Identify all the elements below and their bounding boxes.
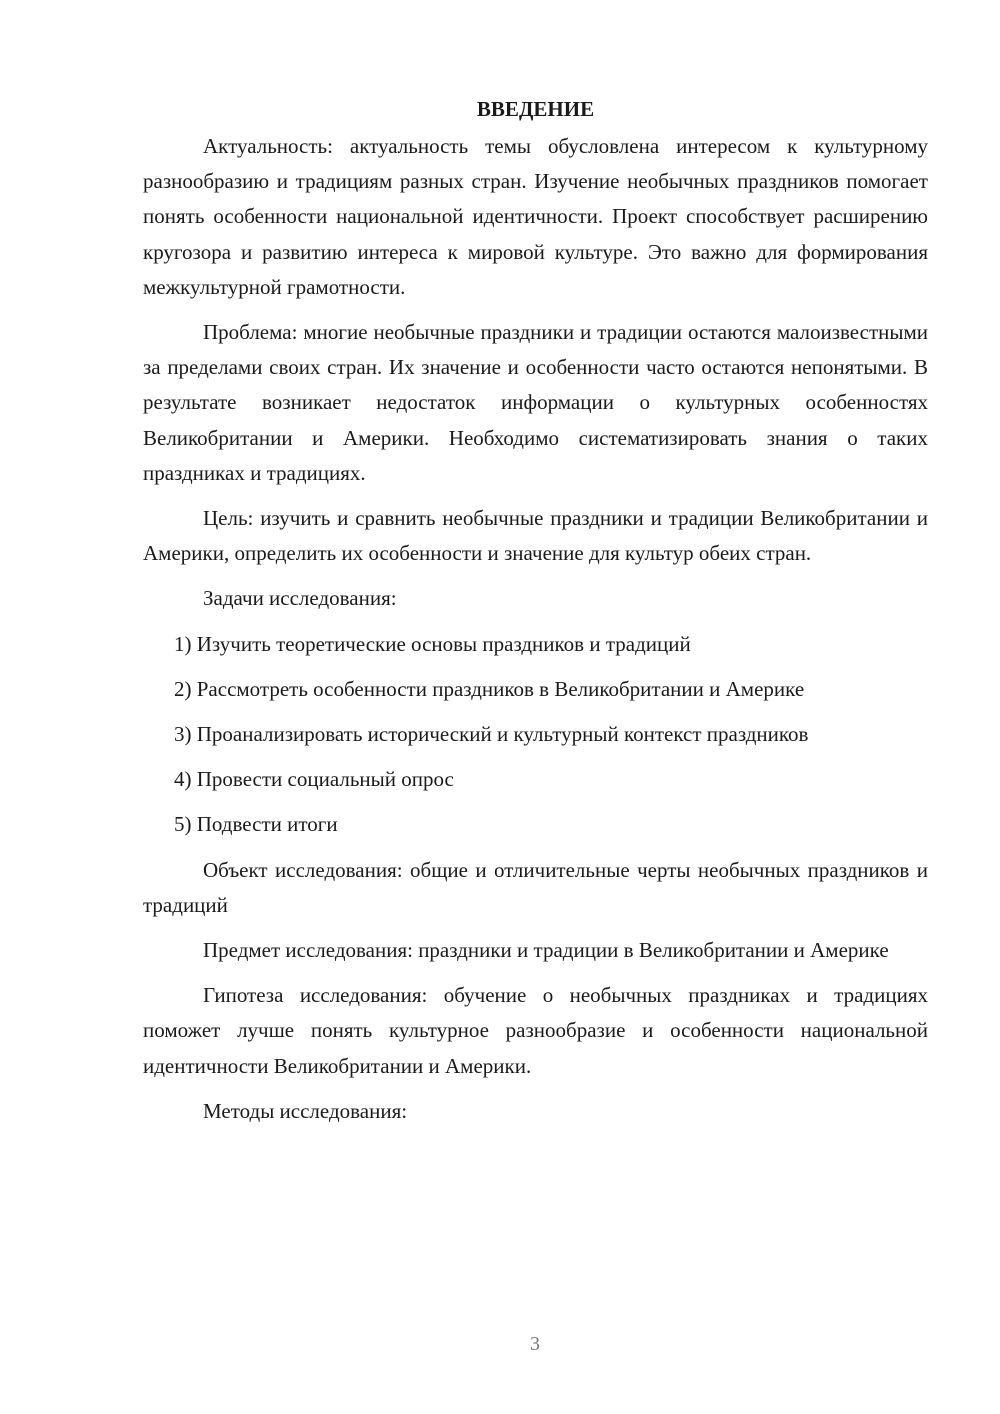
paragraph-tasks-heading: Задачи исследования: — [203, 586, 397, 611]
task-item-1: 1) Изучить теоретические основы праздников и традиций — [174, 631, 691, 656]
paragraph-subject: Предмет исследования: праздники и традиции в Великобритании и Америке — [203, 938, 889, 963]
task-item-3: 3) Проанализировать исторический и культурный контекст праздников — [174, 722, 809, 747]
document-page — [143, 92, 928, 1139]
section-title: ВВЕДЕНИЕ — [476, 97, 595, 121]
paragraph-object: Объект исследования: общие и отличительные черты необычных праздников и традиций — [143, 857, 928, 917]
page-number: 3 — [530, 1333, 540, 1355]
task-item-4: 4) Провести социальный опрос — [174, 767, 454, 792]
task-item-2: 2) Рассмотреть особенности праздников в Великобритании и Америке — [174, 676, 805, 701]
paragraph-goal: Цель: изучить и сравнить необычные праздники и традиции Великобритании и Америки, определить их особенности и значение для культур обеих стран. — [143, 506, 928, 566]
task-item-5: 5) Подвести итоги — [174, 812, 338, 837]
paragraph-problem: Проблема: многие необычные праздники и традиции остаются малоизвестными за пределами своих стран. Их значение и особенности часто остаются непонятыми. В результате возникает недостаток информации о культурных особенностях Великобритании и Америки. Необходимо систематизировать знания о таких праздниках и традициях. — [143, 320, 928, 485]
paragraph-methods-heading: Методы исследования: — [203, 1098, 408, 1123]
paragraph-relevance: Актуальность: актуальность темы обусловлена интересом к культурному разнообразию и традициям разных стран. Изучение необычных праздников помогает понять особенности национальной идентичности. Проект способствует расширению кругозора и развитию интереса к мировой культуре. Это важно для формирования межкультурной грамотности. — [143, 134, 928, 299]
paragraph-hypothesis: Гипотеза исследования: обучение о необычных праздниках и традициях поможет лучше понять культурное разнообразие и особенности национальной идентичности Великобритании и Америки. — [143, 983, 928, 1078]
